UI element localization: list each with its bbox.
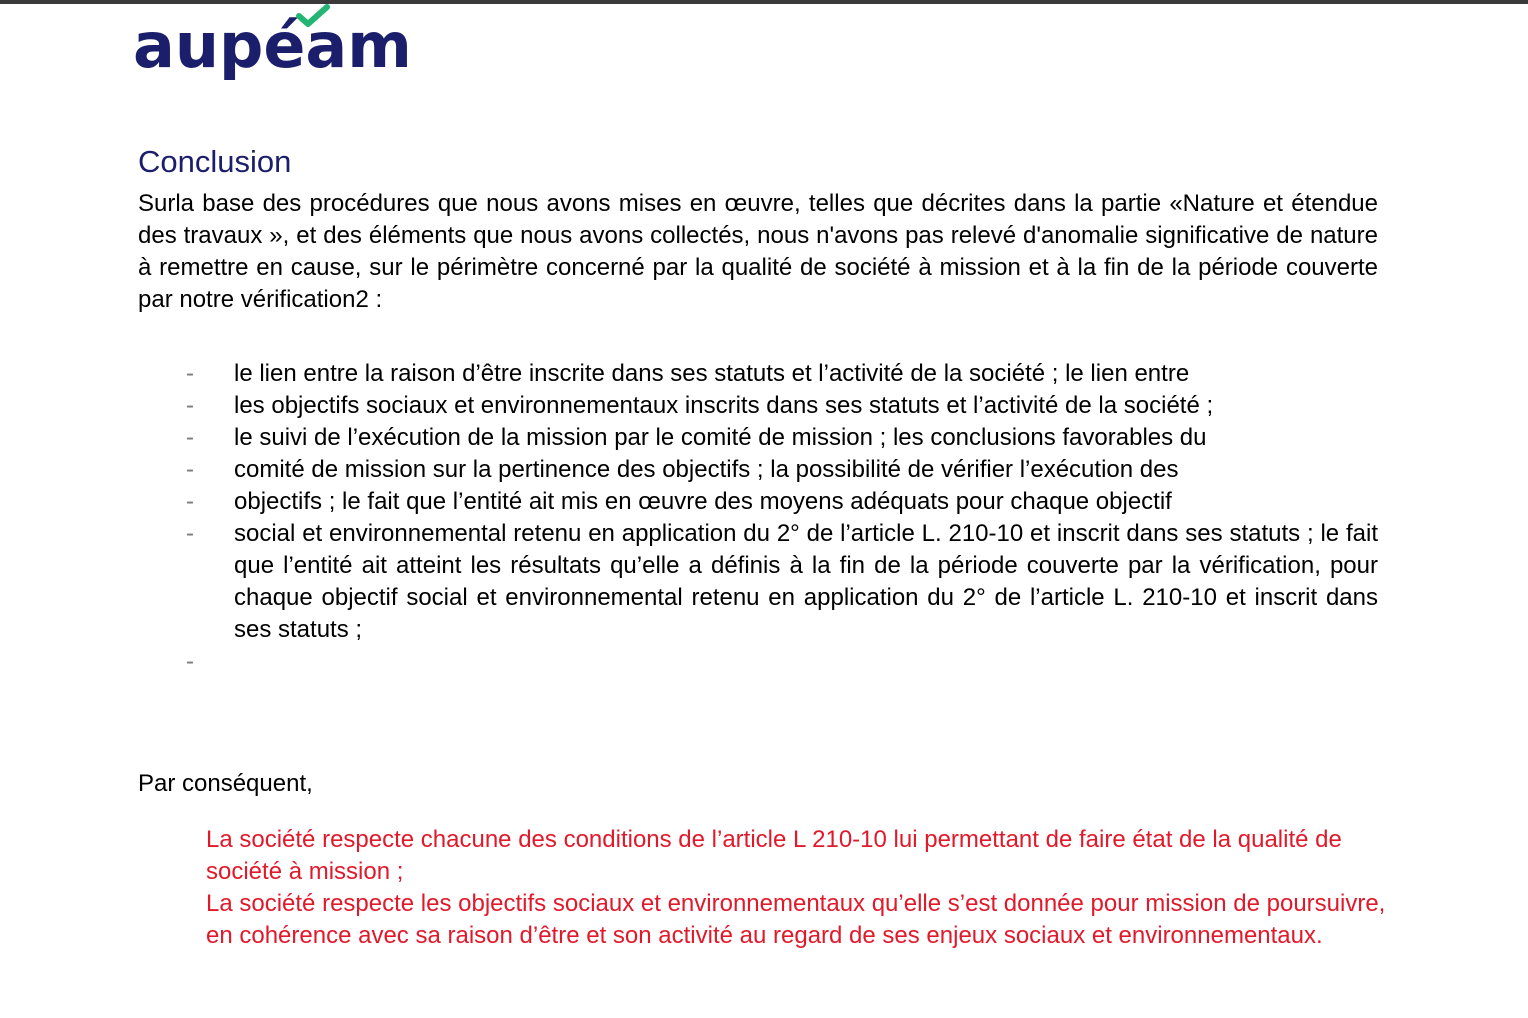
section-title: Conclusion xyxy=(138,144,292,179)
list-item xyxy=(138,518,1378,646)
list-item xyxy=(138,646,1378,678)
list-item xyxy=(138,358,1378,390)
list-item xyxy=(138,454,1378,486)
logo-wordmark: aupéam xyxy=(133,9,412,82)
dash-bullet: - xyxy=(186,520,194,547)
list-item-text: le lien entre la raison d’être inscrite dans ses statuts et l’activité de la société ; le lien entre xyxy=(234,360,1190,387)
aupeam-logo xyxy=(133,4,473,88)
dash-bullet: - xyxy=(186,424,194,451)
checkmark-icon xyxy=(296,4,330,30)
consequence-lead: Par conséquent, xyxy=(138,770,313,797)
dash-bullet: - xyxy=(186,456,194,483)
dash-bullet: - xyxy=(186,392,194,419)
intro-paragraph: Surla base des procédures que nous avons mises en œuvre, telles que décrites dans la partie «Nature et étendue des travaux », et des éléments que nous avons collectés, nous n'avons pas relevé d'anomalie significative de nature à remettre en cause, sur le périmètre concerné par la qualité de société à mission et à la fin de la période couverte par notre vérification2 : xyxy=(138,190,1378,313)
list-item-text: le suivi de l’exécution de la mission par le comité de mission ; les conclusions favorables du xyxy=(234,424,1207,451)
list-item-text: social et environnemental retenu en application du 2° de l’article L. 210-10 et inscrit dans ses statuts ; le fait que l’entité ait atteint les résultats qu’elle a définis à la fin de la période couverte par la vérification, pour chaque objectif social et environnemental retenu en application du 2° de l’article L. 210-10 et inscrit dans ses statuts ; xyxy=(234,520,1378,643)
list-item xyxy=(138,486,1378,518)
dash-bullet: - xyxy=(186,488,194,515)
dash-bullet: - xyxy=(186,648,194,675)
list-item-text xyxy=(234,648,241,675)
list-item xyxy=(138,422,1378,454)
list-item xyxy=(138,390,1378,422)
statement-objectives: La société respecte les objectifs sociaux et environnementaux qu’elle s’est donnée pour mission de poursuivre, en cohérence avec sa raison d’être et son activité au regard de ses enjeux sociaux et environnementaux. xyxy=(206,890,1386,949)
conclusion-section xyxy=(138,140,1378,678)
list-item-text: les objectifs sociaux et environnementaux inscrits dans ses statuts et l’activité de la société ; xyxy=(234,392,1214,419)
list-item-text: comité de mission sur la pertinence des objectifs ; la possibilité de vérifier l’exécution des xyxy=(234,456,1179,483)
dash-bullet: - xyxy=(186,360,194,387)
conclusion-statements xyxy=(206,824,1411,952)
verification-list xyxy=(138,358,1378,678)
list-item-text: objectifs ; le fait que l’entité ait mis en œuvre des moyens adéquats pour chaque objectif xyxy=(234,488,1172,515)
statement-conditions: La société respecte chacune des conditions de l’article L 210-10 lui permettant de faire état de la qualité de société à mission ; xyxy=(206,826,1342,885)
